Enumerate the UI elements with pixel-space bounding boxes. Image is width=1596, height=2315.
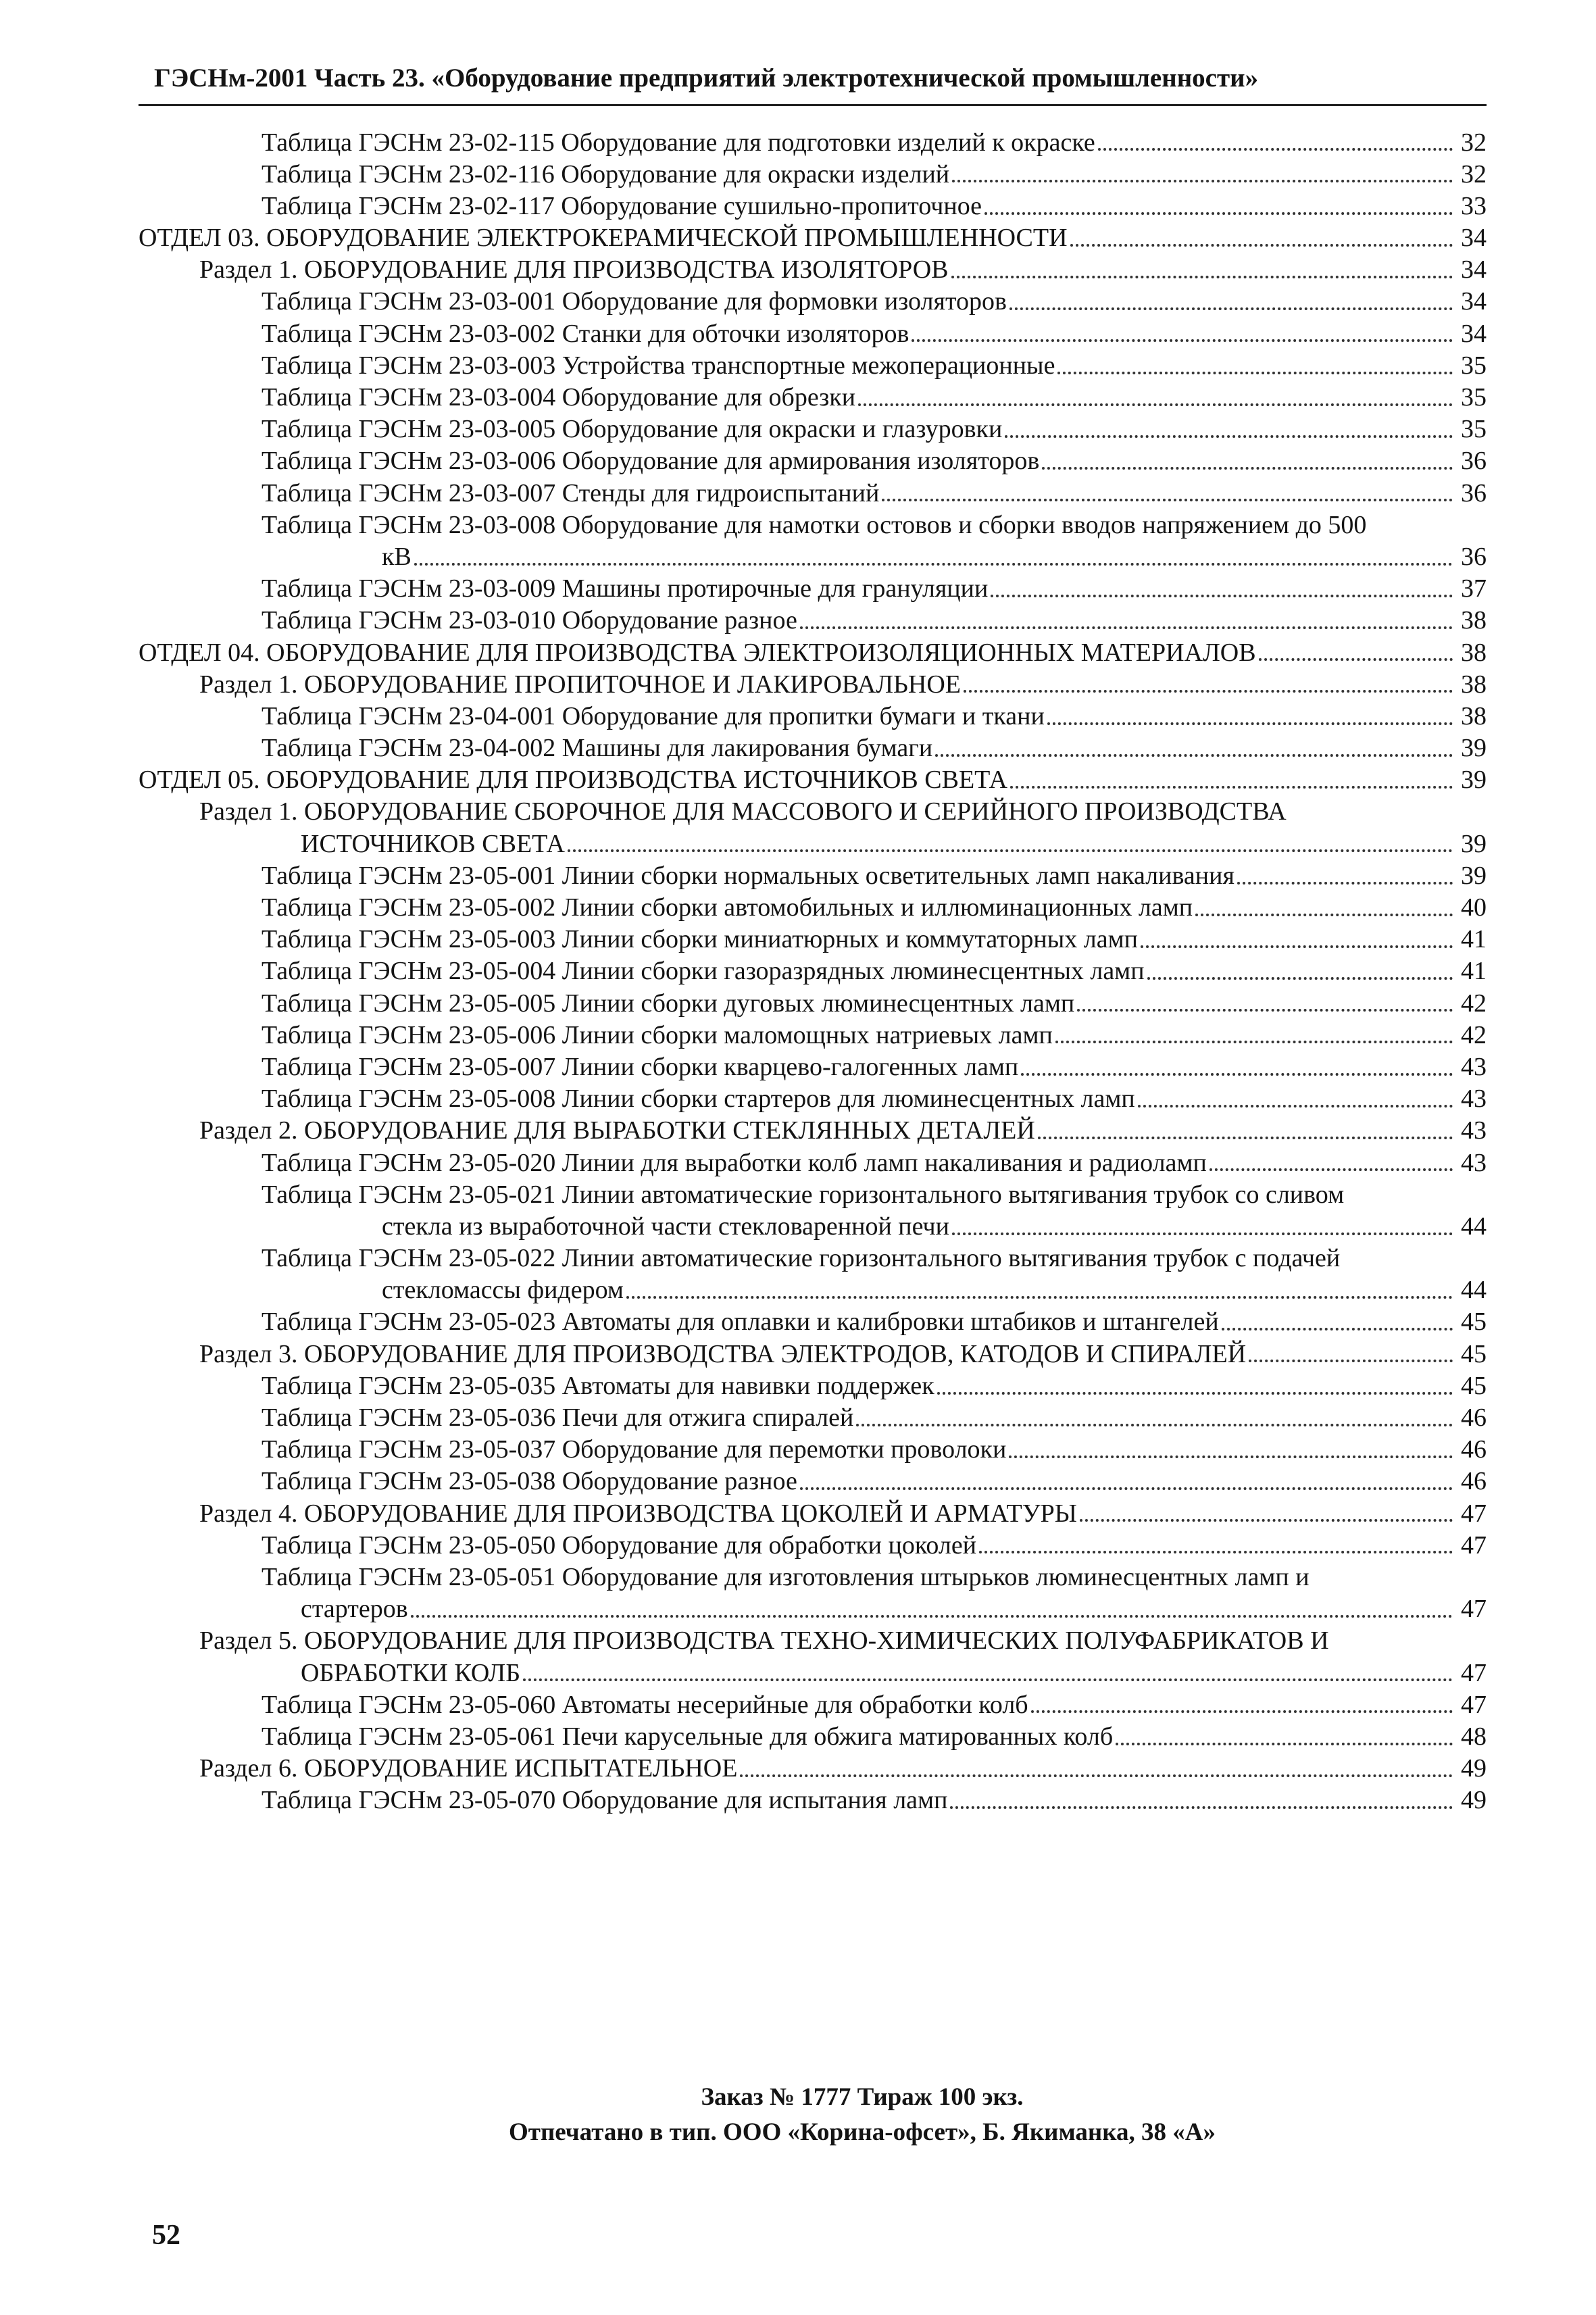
toc-entry-title: Таблица ГЭСНм 23-03-007 Стенды для гидроиспытаний <box>261 478 880 507</box>
toc-entry <box>139 189 1487 221</box>
toc-entry <box>139 604 1487 636</box>
toc-entry-title: Раздел 6. ОБОРУДОВАНИЕ ИСПЫТАТЕЛЬНОЕ <box>199 1754 738 1783</box>
toc-entry <box>139 764 1487 795</box>
toc-entry <box>139 285 1487 317</box>
toc-entry <box>139 923 1487 955</box>
toc-entry-page: 33 <box>1461 191 1487 220</box>
toc-entry-page: 43 <box>1461 1116 1487 1145</box>
toc-dot-leader <box>626 1296 1453 1299</box>
toc-entry-title: Таблица ГЭСНм 23-05-037 Оборудование для перемотки проволоки <box>261 1435 1007 1464</box>
toc-entry-title: Таблица ГЭСНм 23-05-036 Печи для отжига спиралей <box>261 1403 854 1432</box>
toc-entry-page: 38 <box>1461 670 1487 699</box>
toc-entry <box>139 1433 1487 1465</box>
toc-entry-page: 49 <box>1461 1786 1487 1815</box>
toc-dot-leader <box>882 499 1453 501</box>
toc-entry-page: 46 <box>1461 1403 1487 1432</box>
toc-entry <box>139 699 1487 731</box>
toc-entry-page: 42 <box>1461 989 1487 1018</box>
toc-dot-leader <box>1098 148 1453 151</box>
toc-entry-title: Раздел 4. ОБОРУДОВАНИЕ ДЛЯ ПРОИЗВОДСТВА ЦОКОЛЕЙ И АРМАТУРЫ <box>199 1499 1077 1528</box>
toc-entry <box>139 1210 1487 1241</box>
toc-entry <box>139 955 1487 987</box>
toc-entry-page: 35 <box>1461 383 1487 412</box>
toc-entry-page: 36 <box>1461 478 1487 507</box>
toc-entry <box>139 1337 1487 1369</box>
toc-entry-page: 34 <box>1461 224 1487 253</box>
toc-entry <box>139 222 1487 253</box>
imprint-order-line: Заказ № 1777 Тираж 100 экз. <box>701 2083 1024 2111</box>
toc-entry <box>139 1528 1487 1560</box>
toc-entry <box>139 1146 1487 1178</box>
toc-dot-leader <box>1057 372 1453 374</box>
toc-entry <box>139 317 1487 349</box>
toc-entry <box>139 413 1487 445</box>
toc-entry-page: 41 <box>1461 925 1487 954</box>
toc-dot-leader <box>1259 658 1453 661</box>
toc-entry <box>139 126 1487 157</box>
toc-entry-title: Таблица ГЭСНм 23-05-022 Линии автоматические горизонтального вытягивания трубок с подачей <box>261 1244 1341 1273</box>
toc-entry-page: 38 <box>1461 638 1487 667</box>
toc-entry-page: 37 <box>1461 574 1487 603</box>
toc-entry-title: ИСТОЧНИКОВ СВЕТА <box>301 829 565 858</box>
toc-entry-title: Таблица ГЭСНм 23-05-060 Автоматы несерийные для обработки колб <box>261 1690 1028 1719</box>
toc-entry <box>139 636 1487 668</box>
toc-entry-title: стекла из выработочной части стекловаренной печи <box>382 1212 949 1241</box>
toc-entry-page: 36 <box>1461 447 1487 476</box>
toc-dot-leader <box>1038 1137 1453 1139</box>
toc-entry-page: 34 <box>1461 319 1487 348</box>
toc-entry-title: Таблица ГЭСНм 23-04-001 Оборудование для пропитки бумаги и ткани <box>261 701 1045 730</box>
toc-entry-title: Таблица ГЭСНм 23-04-002 Машины для лакирования бумаги <box>261 734 933 763</box>
toc-entry <box>139 476 1487 508</box>
toc-dot-leader <box>935 754 1453 757</box>
toc-dot-leader <box>1005 435 1453 438</box>
toc-entry <box>139 1178 1487 1210</box>
toc-dot-leader <box>568 849 1453 852</box>
toc-dot-leader <box>800 626 1453 629</box>
toc-entry-title: кВ <box>382 542 412 571</box>
toc-entry-page: 45 <box>1461 1308 1487 1337</box>
toc-dot-leader <box>1249 1360 1453 1362</box>
toc-dot-leader <box>858 403 1453 406</box>
toc-entry-title: Таблица ГЭСНм 23-03-006 Оборудование для армирования изоляторов <box>261 447 1040 476</box>
toc-entry <box>139 572 1487 604</box>
toc-entry-page: 41 <box>1461 957 1487 986</box>
toc-entry-page: 39 <box>1461 734 1487 763</box>
toc-entry <box>139 1274 1487 1305</box>
toc-entry-page: 39 <box>1461 861 1487 890</box>
toc-dot-leader <box>912 339 1453 342</box>
toc-entry-title: Таблица ГЭСНм 23-05-008 Линии сборки стартеров для люминесцентных ламп <box>261 1085 1135 1114</box>
running-header: ГЭСНм-2001 Часть 23. «Оборудование предприятий электротехнической промышленности» <box>154 64 1259 93</box>
toc-entry-title: Таблица ГЭСНм 23-03-009 Машины протирочные для грануляции <box>261 574 989 603</box>
toc-entry-title: Таблица ГЭСНм 23-05-070 Оборудование для испытания ламп <box>261 1786 948 1815</box>
toc-dot-leader <box>1010 786 1453 789</box>
toc-dot-leader <box>1055 1041 1453 1043</box>
toc-dot-leader <box>991 595 1453 597</box>
toc-entry <box>139 1656 1487 1688</box>
toc-entry-title: Таблица ГЭСНм 23-03-004 Оборудование для обрезки <box>261 383 856 412</box>
toc-entry-title: Таблица ГЭСНм 23-05-004 Линии сборки газоразрядных люминесцентных ламп <box>261 957 1145 986</box>
page-number: 52 <box>152 2220 180 2251</box>
toc-entry-title: Таблица ГЭСНм 23-05-051 Оборудование для изготовления штырьков люминесцентных ламп и <box>261 1562 1310 1591</box>
toc-entry <box>139 1784 1487 1816</box>
toc-entry <box>139 349 1487 380</box>
toc-entry-page: 39 <box>1461 766 1487 795</box>
toc-entry-page: 47 <box>1461 1658 1487 1687</box>
toc-entry <box>139 540 1487 572</box>
toc-entry <box>139 1560 1487 1592</box>
toc-dot-leader <box>1210 1168 1453 1171</box>
toc-entry-page: 47 <box>1461 1530 1487 1560</box>
toc-entry-title: Раздел 1. ОБОРУДОВАНИЕ ПРОПИТОЧНОЕ И ЛАКИРОВАЛЬНОЕ <box>199 670 961 699</box>
toc-entry-page: 32 <box>1461 128 1487 157</box>
toc-entry-page: 32 <box>1461 159 1487 189</box>
toc-entry-page: 45 <box>1461 1371 1487 1400</box>
toc-entry-title: Таблица ГЭСНм 23-02-115 Оборудование для подготовки изделий к окраске <box>261 128 1095 157</box>
toc-entry-title: Раздел 1. ОБОРУДОВАНИЕ ДЛЯ ПРОИЗВОДСТВА ИЗОЛЯТОРОВ <box>199 255 949 284</box>
toc-dot-leader <box>984 212 1453 215</box>
imprint <box>0 2080 1596 2150</box>
toc-dot-leader <box>937 1392 1453 1395</box>
toc-entry-page: 46 <box>1461 1435 1487 1464</box>
toc-entry <box>139 1752 1487 1784</box>
toc-entry-page: 44 <box>1461 1212 1487 1241</box>
toc-dot-leader <box>979 1551 1453 1553</box>
toc-dot-leader <box>1009 307 1453 310</box>
toc-entry-title: Раздел 2. ОБОРУДОВАНИЕ ДЛЯ ВЫРАБОТКИ СТЕКЛЯННЫХ ДЕТАЛЕЙ <box>199 1116 1035 1145</box>
toc-entry-title: Таблица ГЭСНм 23-05-035 Автоматы для навивки поддержек <box>261 1371 934 1400</box>
toc-entry-page: 47 <box>1461 1499 1487 1528</box>
toc-entry-page: 38 <box>1461 701 1487 730</box>
toc-entry <box>139 1465 1487 1497</box>
toc-entry-title: Таблица ГЭСНм 23-03-003 Устройства транспортные межоперационные <box>261 351 1055 380</box>
toc-dot-leader <box>950 1806 1453 1809</box>
toc-dot-leader <box>800 1487 1453 1490</box>
toc-entry <box>139 1369 1487 1401</box>
toc-entry <box>139 859 1487 891</box>
toc-entry-page: 35 <box>1461 351 1487 380</box>
toc-entry-page: 34 <box>1461 287 1487 316</box>
toc-entry-title: Таблица ГЭСНм 23-05-001 Линии сборки нормальных осветительных ламп накаливания <box>261 861 1235 890</box>
toc-entry-page: 47 <box>1461 1690 1487 1719</box>
toc-entry-title: Таблица ГЭСНм 23-03-001 Оборудование для формовки изоляторов <box>261 287 1007 316</box>
toc-entry <box>139 1082 1487 1114</box>
toc-entry-title: Таблица ГЭСНм 23-05-002 Линии сборки автомобильных и иллюминационных ламп <box>261 893 1193 922</box>
toc-entry <box>139 1593 1487 1624</box>
toc-dot-leader <box>1021 1073 1453 1076</box>
toc-dot-leader <box>414 563 1453 566</box>
toc-dot-leader <box>964 690 1453 693</box>
toc-dot-leader <box>1009 1455 1453 1458</box>
toc-entry-title: ОТДЕЛ 04. ОБОРУДОВАНИЕ ДЛЯ ПРОИЗВОДСТВА ЭЛЕКТРОИЗОЛЯЦИОННЫХ МАТЕРИАЛОВ <box>139 638 1256 667</box>
toc-entry-page: 49 <box>1461 1754 1487 1783</box>
toc-entry-title: Таблица ГЭСНм 23-03-002 Станки для обточки изоляторов <box>261 319 909 348</box>
toc-entry <box>139 1720 1487 1751</box>
toc-dot-leader <box>1138 1105 1453 1107</box>
toc-entry-title: Таблица ГЭСНм 23-05-005 Линии сборки дуговых люминесцентных ламп <box>261 989 1075 1018</box>
toc-dot-leader <box>1141 945 1453 948</box>
toc-dot-leader <box>951 276 1453 278</box>
toc-entry <box>139 1497 1487 1528</box>
toc-entry-title: Раздел 1. ОБОРУДОВАНИЕ СБОРОЧНОЕ ДЛЯ МАССОВОГО И СЕРИЙНОГО ПРОИЗВОДСТВА <box>199 797 1287 826</box>
toc-dot-leader <box>1077 1009 1453 1012</box>
table-of-contents <box>139 126 1487 1816</box>
toc-entry-title: ОТДЕЛ 03. ОБОРУДОВАНИЕ ЭЛЕКТРОКЕРАМИЧЕСКОЙ ПРОМЫШЛЕННОСТИ <box>139 224 1068 253</box>
toc-entry-title: ОТДЕЛ 05. ОБОРУДОВАНИЕ ДЛЯ ПРОИЗВОДСТВА ИСТОЧНИКОВ СВЕТА <box>139 766 1007 795</box>
toc-entry-title: Раздел 5. ОБОРУДОВАНИЕ ДЛЯ ПРОИЗВОДСТВА ТЕХНО-ХИМИЧЕСКИХ ПОЛУФАБРИКАТОВ И <box>199 1626 1329 1656</box>
toc-entry-title: Раздел 3. ОБОРУДОВАНИЕ ДЛЯ ПРОИЗВОДСТВА ЭЛЕКТРОДОВ, КАТОДОВ И СПИРАЛЕЙ <box>199 1339 1247 1368</box>
toc-entry-page: 47 <box>1461 1595 1487 1624</box>
header-rule <box>139 104 1487 106</box>
toc-entry-title: Таблица ГЭСНм 23-03-008 Оборудование для намотки остовов и сборки вводов напряжением до 500 <box>261 510 1367 539</box>
toc-entry-title: Таблица ГЭСНм 23-02-117 Оборудование сушильно-пропиточное <box>261 191 982 220</box>
toc-entry-page: 34 <box>1461 255 1487 284</box>
toc-dot-leader <box>1147 977 1453 980</box>
toc-dot-leader <box>1237 882 1453 885</box>
toc-entry-page: 43 <box>1461 1085 1487 1114</box>
toc-entry-page: 39 <box>1461 829 1487 858</box>
toc-entry-title: Таблица ГЭСНм 23-05-003 Линии сборки миниатюрных и коммутаторных ламп <box>261 925 1138 954</box>
toc-entry <box>139 157 1487 189</box>
toc-entry <box>139 987 1487 1018</box>
toc-dot-leader <box>952 180 1453 182</box>
toc-entry-title: ОБРАБОТКИ КОЛБ <box>301 1658 521 1687</box>
toc-dot-leader <box>740 1774 1453 1777</box>
toc-entry <box>139 1305 1487 1337</box>
toc-entry-page: 45 <box>1461 1339 1487 1368</box>
toc-entry-page: 43 <box>1461 1148 1487 1177</box>
toc-dot-leader <box>523 1678 1453 1681</box>
toc-dot-leader <box>1070 244 1453 247</box>
toc-entry-title: Таблица ГЭСНм 23-05-007 Линии сборки кварцево-галогенных ламп <box>261 1052 1019 1081</box>
toc-entry-title: Таблица ГЭСНм 23-03-005 Оборудование для окраски и глазуровки <box>261 415 1003 444</box>
toc-entry-title: Таблица ГЭСНм 23-05-021 Линии автоматические горизонтального вытягивания трубок со сливом <box>261 1180 1345 1209</box>
toc-entry-page: 46 <box>1461 1467 1487 1496</box>
toc-dot-leader <box>411 1615 1453 1618</box>
imprint-printer-line: Отпечатано в тип. ООО «Корина-офсет», Б. Якиманка, 38 «А» <box>509 2118 1216 2146</box>
toc-entry <box>139 1624 1487 1656</box>
toc-dot-leader <box>1047 722 1453 725</box>
toc-dot-leader <box>1116 1743 1453 1745</box>
toc-dot-leader <box>1080 1519 1453 1522</box>
toc-dot-leader <box>1195 914 1453 916</box>
toc-entry <box>139 732 1487 764</box>
toc-dot-leader <box>1031 1710 1453 1713</box>
toc-entry-title: стекломассы фидером <box>382 1276 624 1305</box>
toc-entry <box>139 668 1487 699</box>
toc-entry-title: Таблица ГЭСНм 23-05-050 Оборудование для обработки цоколей <box>261 1530 977 1560</box>
toc-entry-title: Таблица ГЭСНм 23-03-010 Оборудование разное <box>261 606 797 635</box>
toc-entry <box>139 1401 1487 1433</box>
toc-entry-title: Таблица ГЭСНм 23-05-020 Линии для выработки колб ламп накаливания и радиоламп <box>261 1148 1207 1177</box>
toc-entry <box>139 891 1487 923</box>
toc-entry <box>139 253 1487 285</box>
toc-entry <box>139 827 1487 859</box>
toc-dot-leader <box>1042 467 1453 470</box>
toc-entry-page: 48 <box>1461 1722 1487 1751</box>
toc-entry <box>139 1018 1487 1050</box>
toc-entry-page: 38 <box>1461 606 1487 635</box>
toc-entry <box>139 795 1487 827</box>
toc-dot-leader <box>1222 1328 1453 1330</box>
toc-entry-title: стартеров <box>301 1595 408 1624</box>
toc-entry-title: Таблица ГЭСНм 23-02-116 Оборудование для окраски изделий <box>261 159 950 189</box>
toc-entry-title: Таблица ГЭСНм 23-05-023 Автоматы для оплавки и калибровки штабиков и штангелей <box>261 1308 1219 1337</box>
toc-entry <box>139 1242 1487 1274</box>
toc-entry-title: Таблица ГЭСНм 23-05-006 Линии сборки маломощных натриевых ламп <box>261 1020 1053 1049</box>
toc-entry-page: 43 <box>1461 1052 1487 1081</box>
toc-entry <box>139 445 1487 476</box>
toc-entry <box>139 381 1487 413</box>
toc-entry <box>139 508 1487 540</box>
toc-entry <box>139 1050 1487 1082</box>
toc-entry-page: 44 <box>1461 1276 1487 1305</box>
toc-entry-title: Таблица ГЭСНм 23-05-038 Оборудование разное <box>261 1467 797 1496</box>
toc-dot-leader <box>952 1233 1453 1235</box>
toc-entry-page: 35 <box>1461 415 1487 444</box>
toc-entry <box>139 1688 1487 1720</box>
toc-entry-page: 40 <box>1461 893 1487 922</box>
toc-entry-page: 36 <box>1461 542 1487 571</box>
toc-entry-page: 42 <box>1461 1020 1487 1049</box>
toc-entry-title: Таблица ГЭСНм 23-05-061 Печи карусельные для обжига матированных колб <box>261 1722 1114 1751</box>
toc-dot-leader <box>856 1424 1453 1426</box>
toc-entry <box>139 1114 1487 1146</box>
